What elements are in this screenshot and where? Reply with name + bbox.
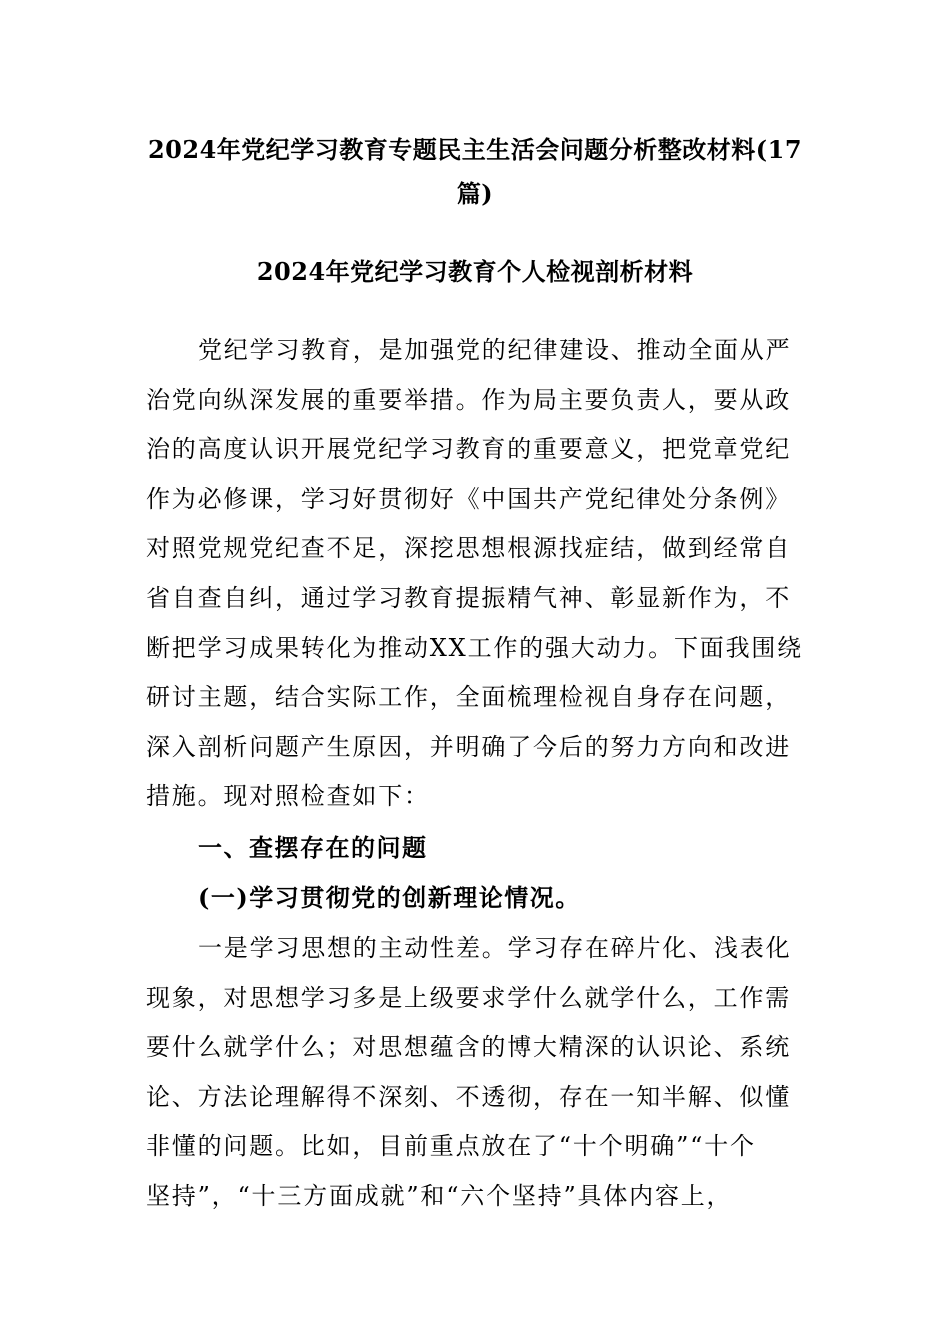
body-paragraph [146, 924, 806, 1222]
document-title-line-1: 2024年党纪学习教育专题民主生活会问题分析整改材料(17 [147, 135, 803, 164]
paragraph-line: 断把学习成果转化为推动XX工作的强大动力。下面我围绕 [146, 633, 803, 662]
section-title: 2024年党纪学习教育个人检视剖析材料 [256, 257, 694, 286]
paragraph-line: 研讨主题，结合实际工作，全面梳理检视自身存在问题， [146, 683, 791, 712]
paragraph-line: 一是学习思想的主动性差。学习存在碎片化、浅表化 [198, 934, 792, 962]
paragraph-line: 非懂的问题。比如，目前重点放在了“十个明确”“十个 [146, 1132, 756, 1161]
paragraph-line: 省自查自纠，通过学习教育提振精气神、彰显新作为，不 [146, 583, 791, 612]
paragraph-line: 作为必修课，学习好贯彻好《中国共产党纪律处分条例》 [146, 484, 791, 513]
paragraph-line: 党纪学习教育，是加强党的纪律建设、推动全面从严 [198, 336, 792, 364]
heading-level-2: (一)学习贯彻党的创新理论情况。 [198, 883, 581, 912]
paragraph-line: 现象，对思想学习多是上级要求学什么就学什么，工作需 [146, 983, 791, 1012]
document-title-line-2: 篇) [456, 179, 494, 208]
paragraph-line: 要什么就学什么；对思想蕴含的博大精深的认识论、系统 [146, 1033, 791, 1062]
paragraph-line: 措施。现对照检查如下： [146, 782, 430, 811]
paragraph-line: 治的高度认识开展党纪学习教育的重要意义，把党章党纪 [146, 435, 791, 464]
paragraph-line: 深入剖析问题产生原因，并明确了今后的努力方向和改进 [146, 732, 791, 761]
paragraph-line: 坚持”，“十三方面成就”和“六个坚持”具体内容上， [146, 1181, 733, 1210]
paragraph-line: 对照党规党纪查不足，深挖思想根源找症结，做到经常自 [146, 534, 791, 563]
heading-level-1: 一、查摆存在的问题 [198, 833, 428, 862]
paragraph-line: 论、方法论理解得不深刻、不透彻，存在一知半解、似懂 [146, 1082, 791, 1111]
document-title [120, 128, 830, 216]
intro-paragraph [146, 326, 806, 822]
paragraph-line: 治党向纵深发展的重要举措。作为局主要负责人，要从政 [146, 385, 791, 414]
